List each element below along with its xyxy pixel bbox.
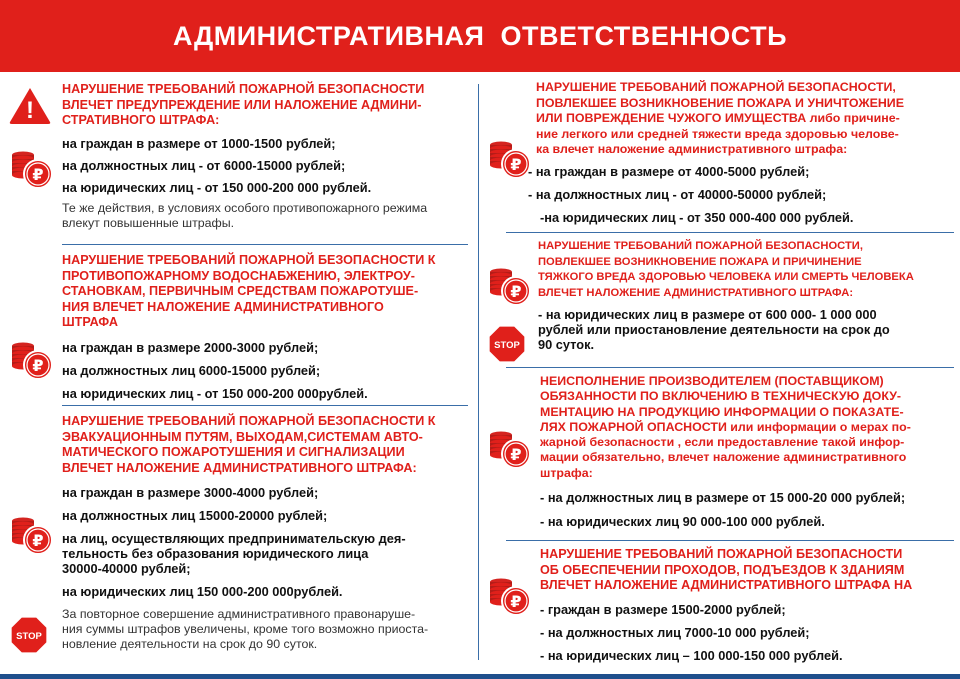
divider (506, 367, 954, 368)
title-line: ПРОТИВОПОЖАРНОМУ ВОДОСНАБЖЕНИЮ, ЭЛЕКТРОУ- (62, 268, 415, 283)
ruble-sign: ₽ (510, 155, 522, 174)
title-line: ВЛЕЧЕТ НАЛОЖЕНИЕ АДМИНИСТРАТИВНОГО ШТРАФА НА (540, 578, 913, 592)
title-line: ПОВЛЕКШЕЕ ВОЗНИКНОВЕНИЕ ПОЖАРА И ПРИЧИНЕНИЕ (538, 255, 862, 268)
fine-line: на должностных лиц - от 6000-15000 рублей; (62, 157, 346, 173)
title-line: мации обязательно, влечет наложение административного (540, 450, 907, 465)
ruble-coins-icon (10, 337, 54, 381)
fine-line: рублей или приостановление деятельности на срок до (538, 322, 890, 337)
fine-line: - на граждан в размере от 4000-5000 рублей; (528, 164, 810, 179)
title-line: МЕНТАЦИЮ НА ПРОДУКЦИЮ ИНФОРМАЦИИ О ПОКАЗАТЕ- (540, 404, 904, 419)
title-line: НИЯ ВЛЕЧЕТ НАЛОЖЕНИЕ АДМИНИСТРАТИВНОГО (62, 299, 384, 314)
block-title (62, 414, 472, 476)
stop-label: STOP (16, 630, 42, 642)
right-column (486, 78, 954, 667)
title-line: СТАНОВКАМ, ПЕРВИЧНЫМ СРЕДСТВАМ ПОЖАРОТУШЕ- (62, 284, 419, 298)
left-column (6, 78, 468, 662)
fine-line: тельность без образования юридического лица (62, 546, 369, 561)
fine-line: на граждан в размере 2000-3000 рублей; (62, 339, 319, 355)
title-line: ИЛИ ПОВРЕЖДЕНИЕ ЧУЖОГО ИМУЩЕСТВА либо причине- (536, 111, 900, 125)
fine-line: -на юридических лиц - от 350 000-400 000 рублей. (540, 210, 854, 225)
title-line: жарной безопасности , если предоставление такой инфор- (540, 435, 905, 450)
block-title (62, 82, 466, 129)
block-title (62, 253, 472, 331)
title-line: СТРАТИВНОГО ШТРАФА: (62, 113, 220, 127)
title-line: штрафа: (540, 465, 593, 480)
fine-line: на должностных лиц 15000-20000 рублей; (62, 508, 328, 523)
fine-line: - на юридических лиц 90 000-100 000 рублей. (540, 514, 825, 530)
ruble-coins-icon (488, 573, 532, 617)
title-line: ОБ ОБЕСПЕЧЕНИИ ПРОХОДОВ, ПОДЪЕЗДОВ К ЗДАНИЯМ (540, 562, 905, 577)
fine-line: - на должностных лиц в размере от 15 000-20 000 рублей; (540, 490, 906, 506)
title-line: НАРУШЕНИЕ ТРЕБОВАНИЙ ПОЖАРНОЙ БЕЗОПАСНОСТИ, (536, 80, 896, 94)
column-divider (478, 84, 479, 660)
block-title (536, 80, 954, 158)
fine-line: 90 суток. (538, 337, 595, 352)
fine-line: на юридических лиц - от 150 000-200 000рублей. (62, 385, 368, 401)
divider (506, 232, 954, 233)
block-title (538, 239, 956, 301)
fine-line: на граждан в размере от 1000-1500 рублей; (62, 135, 336, 151)
ruble-coins-icon (488, 263, 532, 307)
title-line: НАРУШЕНИЕ ТРЕБОВАНИЙ ПОЖАРНОЙ БЕЗОПАСНОСТИ К (62, 414, 436, 428)
block-title (540, 547, 954, 594)
fine-line: - на должностных лиц - от 40000-50000 рублей; (528, 187, 827, 202)
page-title: АДМИНИСТРАТИВНАЯ ОТВЕТСТВЕННОСТЬ (173, 20, 787, 51)
stop-sign-icon (10, 616, 48, 654)
right-block-grave-harm (486, 239, 954, 363)
right-block-access-roads (486, 547, 954, 667)
note-line: Те же действия, в условиях особого противопожарного режима (62, 200, 428, 215)
title-line: НАРУШЕНИЕ ТРЕБОВАНИЙ ПОЖАРНОЙ БЕЗОПАСНОСТИ (540, 547, 903, 561)
title-line: НАРУШЕНИЕ ТРЕБОВАНИЙ ПОЖАРНОЙ БЕЗОПАСНОСТИ (62, 82, 425, 96)
title-line: НАРУШЕНИЕ ТРЕБОВАНИЙ ПОЖАРНОЙ БЕЗОПАСНОСТИ, (538, 240, 863, 252)
title-line: ка влечет наложение административного штрафа: (536, 142, 848, 156)
warning-mark: ! (26, 97, 34, 124)
block-title (540, 374, 954, 481)
bottom-bar (0, 674, 960, 679)
ruble-coins-icon (10, 146, 54, 190)
left-block-water-supply (6, 251, 468, 401)
fine-line: - на должностных лиц 7000-10 000 рублей; (540, 624, 810, 640)
fine-line: - на юридических лиц в размере от 600 000- 1 000 000 (538, 307, 877, 322)
fine-line: - на юридических лиц – 100 000-150 000 рублей. (540, 647, 843, 663)
title-line: НАРУШЕНИЕ ТРЕБОВАНИЙ ПОЖАРНОЙ БЕЗОПАСНОСТИ К (62, 253, 436, 267)
ruble-sign: ₽ (510, 282, 522, 301)
title-line: МАТИЧЕСКОГО ПОЖАРОТУШЕНИЯ И СИГНАЛИЗАЦИИ (62, 445, 405, 459)
title-line: ТЯЖКОГО ВРЕДА ЗДОРОВЬЮ ЧЕЛОВЕКА ИЛИ СМЕРТЬ ЧЕЛОВЕКА (538, 271, 914, 283)
title-line: ЭВАКУАЦИОННЫМ ПУТЯМ, ВЫХОДАМ,СИСТЕМАМ АВТО- (62, 429, 423, 444)
divider (506, 540, 954, 541)
ruble-coins-icon (488, 426, 532, 470)
right-block-property-damage (486, 78, 954, 226)
fine-line: на юридических лиц 150 000-200 000рублей. (62, 584, 343, 599)
note-line: влекут повышенные штрафы. (62, 215, 235, 230)
note-line: новление деятельности на срок до 90 суток. (62, 637, 318, 651)
fine-line: на юридических лиц - от 150 000-200 000 рублей. (62, 179, 372, 195)
stop-label: STOP (494, 339, 520, 351)
ruble-sign: ₽ (32, 531, 44, 550)
warning-icon (8, 86, 52, 126)
title-line: ВЛЕЧЕТ НАЛОЖЕНИЕ АДМИНИСТРАТИВНОГО ШТРАФА: (538, 286, 854, 299)
ruble-sign: ₽ (32, 165, 44, 184)
fine-line: - граждан в размере 1500-2000 рублей; (540, 601, 786, 617)
title-line: ЛЯХ ПОЖАРНОЙ ОПАСНОСТИ или информации о мерах по- (540, 419, 911, 434)
stop-sign-icon (488, 325, 526, 363)
title-line: ВЛЕЧЕТ НАЛОЖЕНИЕ АДМИНИСТРАТИВНОГО ШТРАФА: (62, 460, 417, 475)
ruble-sign: ₽ (510, 592, 522, 611)
title-line: ПОВЛЕКШЕЕ ВОЗНИКНОВЕНИЕ ПОЖАРА И УНИЧТОЖЕНИЕ (536, 95, 904, 110)
title-line: ШТРАФА (62, 315, 118, 329)
fine-line: 30000-40000 рублей; (62, 561, 191, 576)
divider (62, 405, 468, 406)
left-block-general (6, 78, 468, 238)
right-block-documentation (486, 374, 954, 538)
divider (62, 244, 468, 245)
ruble-sign: ₽ (32, 356, 44, 375)
title-line: ние легкого или средней тяжести вреда здоровью челове- (536, 126, 899, 141)
page-header (0, 0, 960, 72)
title-line: ВЛЕЧЕТ ПРЕДУПРЕЖДЕНИЕ ИЛИ НАЛОЖЕНИЕ АДМИНИ- (62, 97, 422, 112)
fine-line: на граждан в размере 3000-4000 рублей; (62, 485, 319, 500)
note-line: ния суммы штрафов увеличены, кроме того возможно приоста- (62, 622, 429, 636)
ruble-sign: ₽ (510, 445, 522, 464)
title-line: ОБЯЗАННОСТИ ПО ВКЛЮЧЕНИЮ В ТЕХНИЧЕСКУЮ ДОКУ- (540, 389, 902, 404)
title-line: НЕИСПОЛНЕНИЕ ПРОИЗВОДИТЕЛЕМ (ПОСТАВЩИКОМ) (540, 374, 884, 388)
fine-line: на лиц, осуществляющих предпринимательскую дея- (62, 531, 406, 546)
ruble-coins-icon (10, 512, 54, 556)
left-block-evacuation (6, 412, 468, 662)
note-line: За повторное совершение административного правонаруше- (62, 607, 416, 621)
fine-line: на должностных лиц 6000-15000 рублей; (62, 362, 321, 378)
ruble-coins-icon (488, 136, 532, 180)
